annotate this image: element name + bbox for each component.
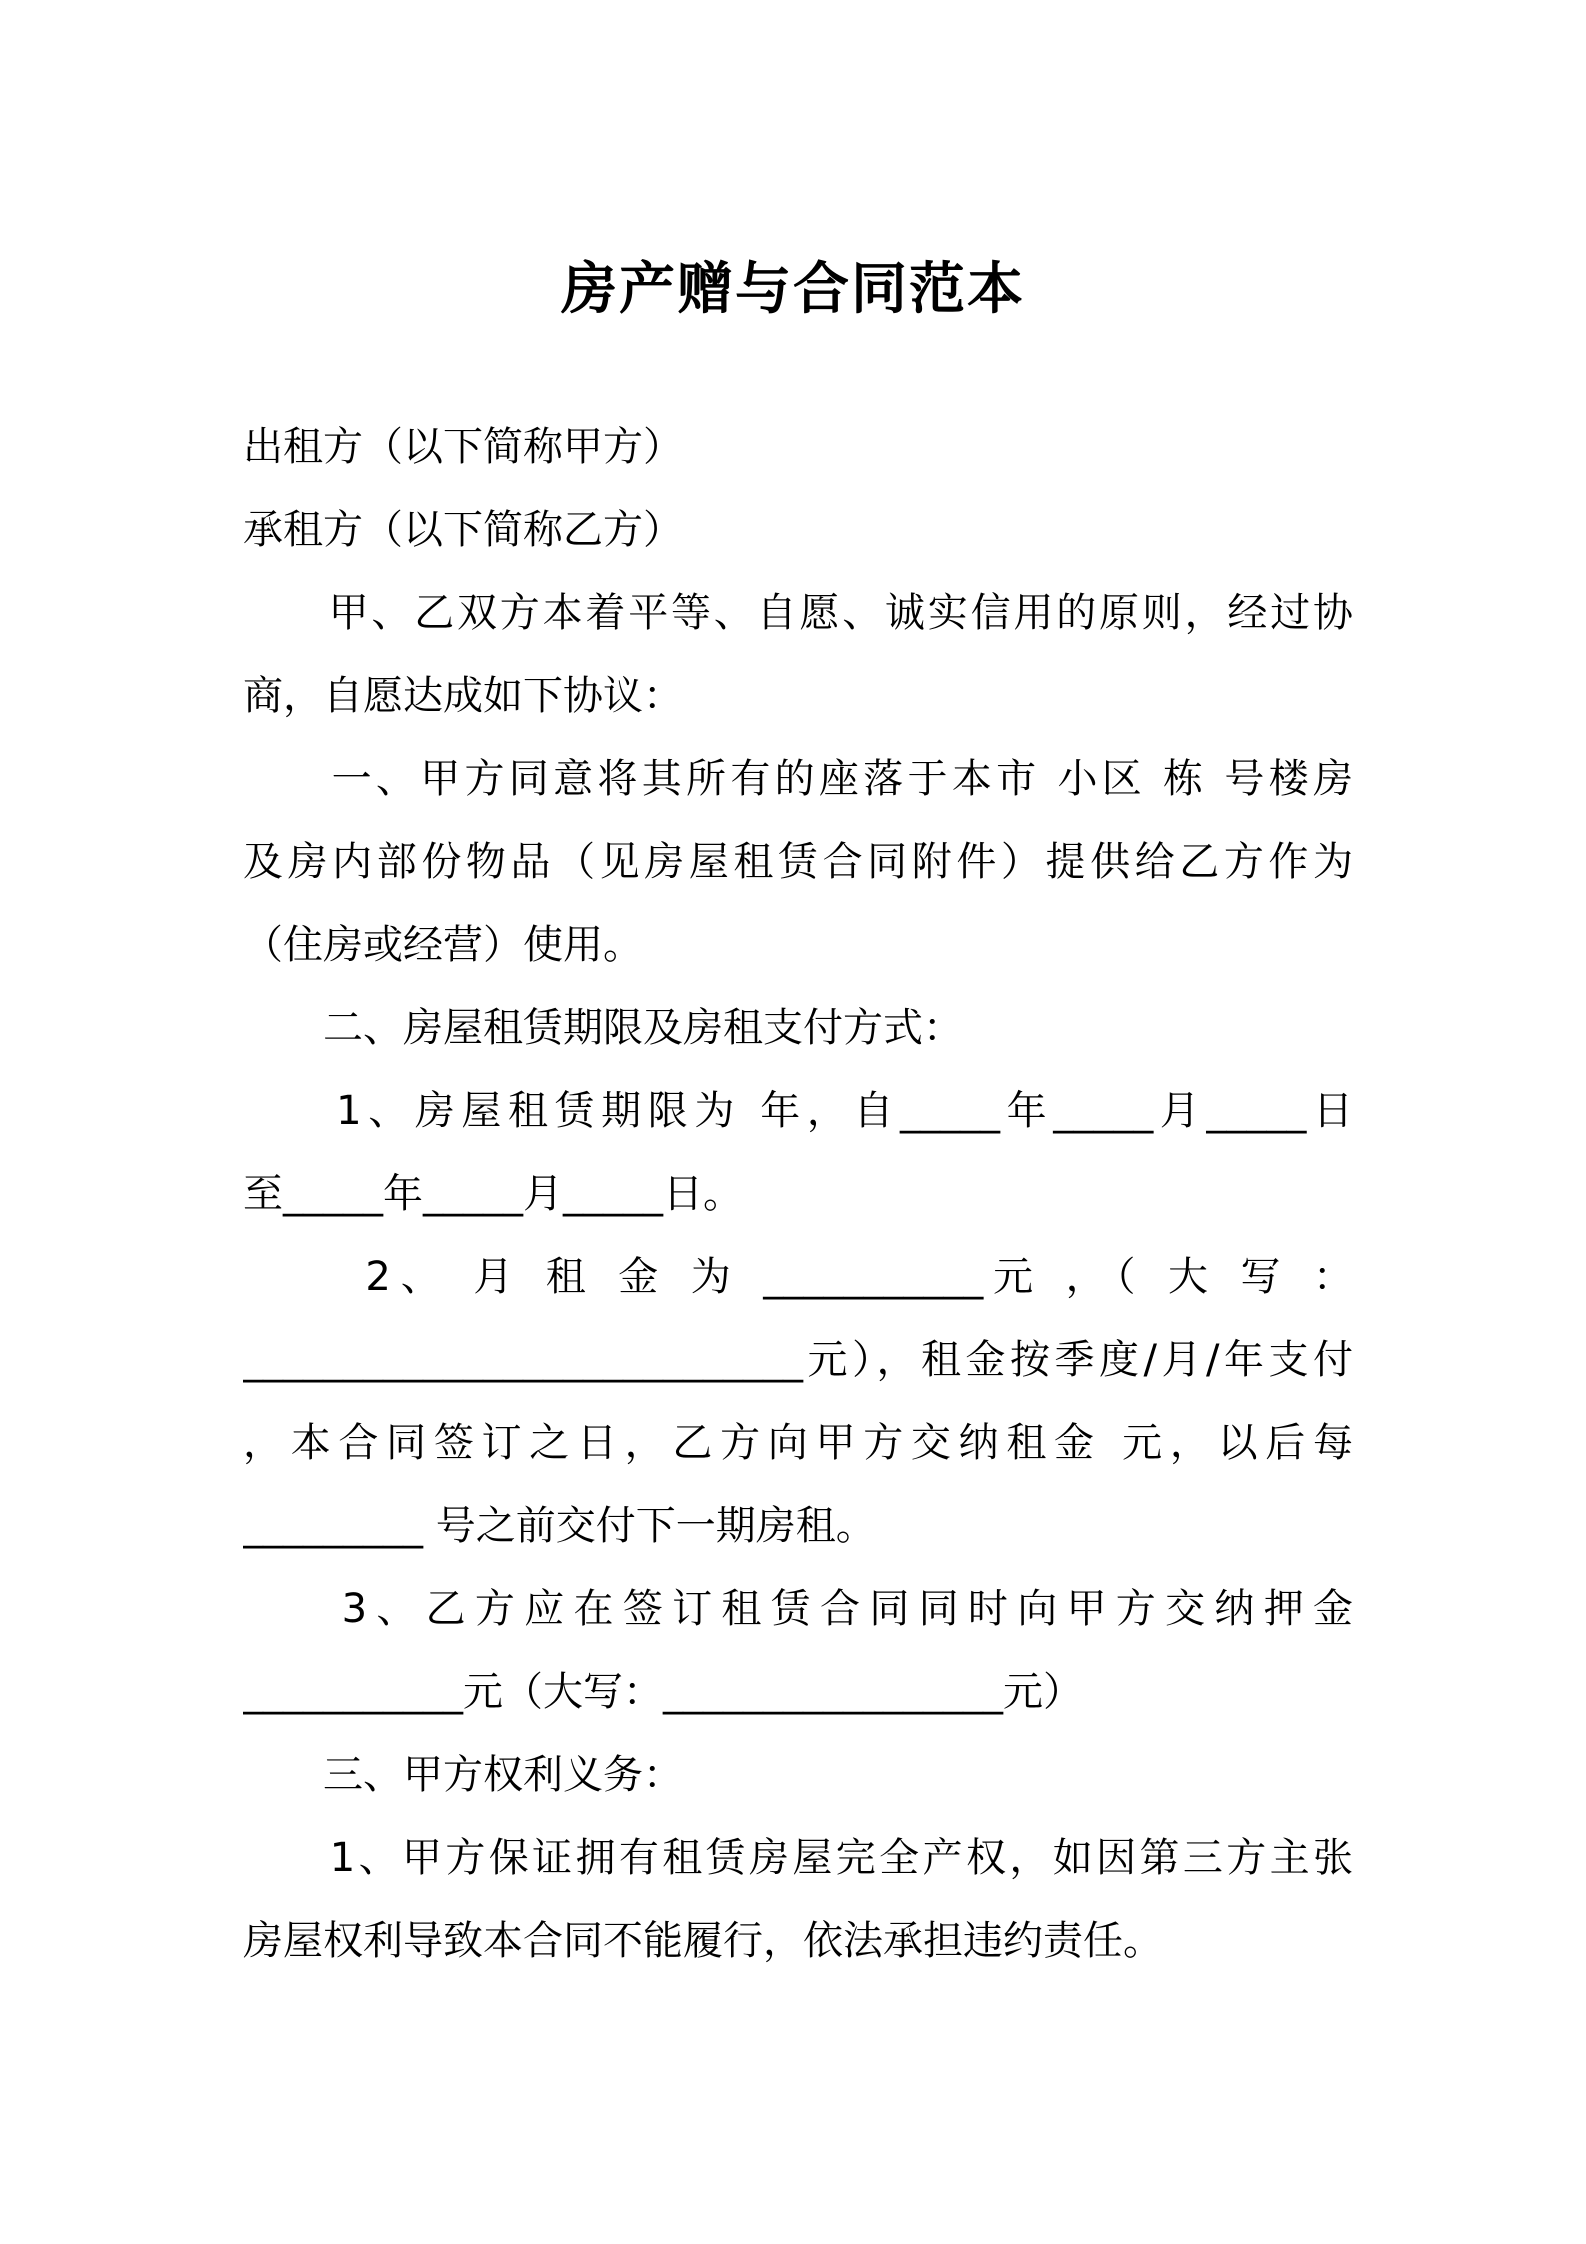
clause-2-1-line: 1、房屋租赁期限为 年，自_____年_____月_____日 <box>243 1088 1353 1134</box>
clause-2-2-line: ，本合同签订之日，乙方向甲方交纳租金 元，以后每 <box>243 1420 1353 1466</box>
section-3-heading: 三、甲方权利义务： <box>243 1752 683 1798</box>
clause-2-3-line: ___________元（大写：_________________元） <box>243 1669 1083 1715</box>
clause-2-2-line: 2、 月 租 金 为 ___________元 ，（ 大 写 ： <box>243 1254 1353 1300</box>
section-2-heading: 二、房屋租赁期限及房租支付方式： <box>243 1005 963 1051</box>
page-title: 房产赠与合同范本 <box>561 257 1025 322</box>
clause-3-1-line: 1、甲方保证拥有租赁房屋完全产权，如因第三方主张 <box>243 1835 1353 1881</box>
clause-1-line: （住房或经营）使用。 <box>243 922 643 968</box>
clause-1-line: 及房内部份物品（见房屋租赁合同附件）提供给乙方作为 <box>243 839 1353 885</box>
clause-1-line: 一、甲方同意将其所有的座落于本市 小区 栋 号楼房 <box>243 756 1353 802</box>
clause-2-1-line: 至_____年_____月_____日。 <box>243 1171 743 1217</box>
party-a-line: 出租方（以下简称甲方） <box>243 424 683 470</box>
paragraph-line: 商，自愿达成如下协议： <box>243 673 683 719</box>
party-b-line: 承租方（以下简称乙方） <box>243 507 683 553</box>
clause-3-1-line: 房屋权利导致本合同不能履行，依法承担违约责任。 <box>243 1918 1163 1964</box>
clause-2-2-line: _________ 号之前交付下一期房租。 <box>243 1503 876 1549</box>
clause-2-2-line: ____________________________元），租金按季度/月/年支付 <box>243 1337 1353 1383</box>
clause-2-3-line: 3、乙方应在签订租赁合同同时向甲方交纳押金 <box>243 1586 1353 1632</box>
paragraph-line: 甲、乙双方本着平等、自愿、诚实信用的原则，经过协 <box>243 590 1353 636</box>
